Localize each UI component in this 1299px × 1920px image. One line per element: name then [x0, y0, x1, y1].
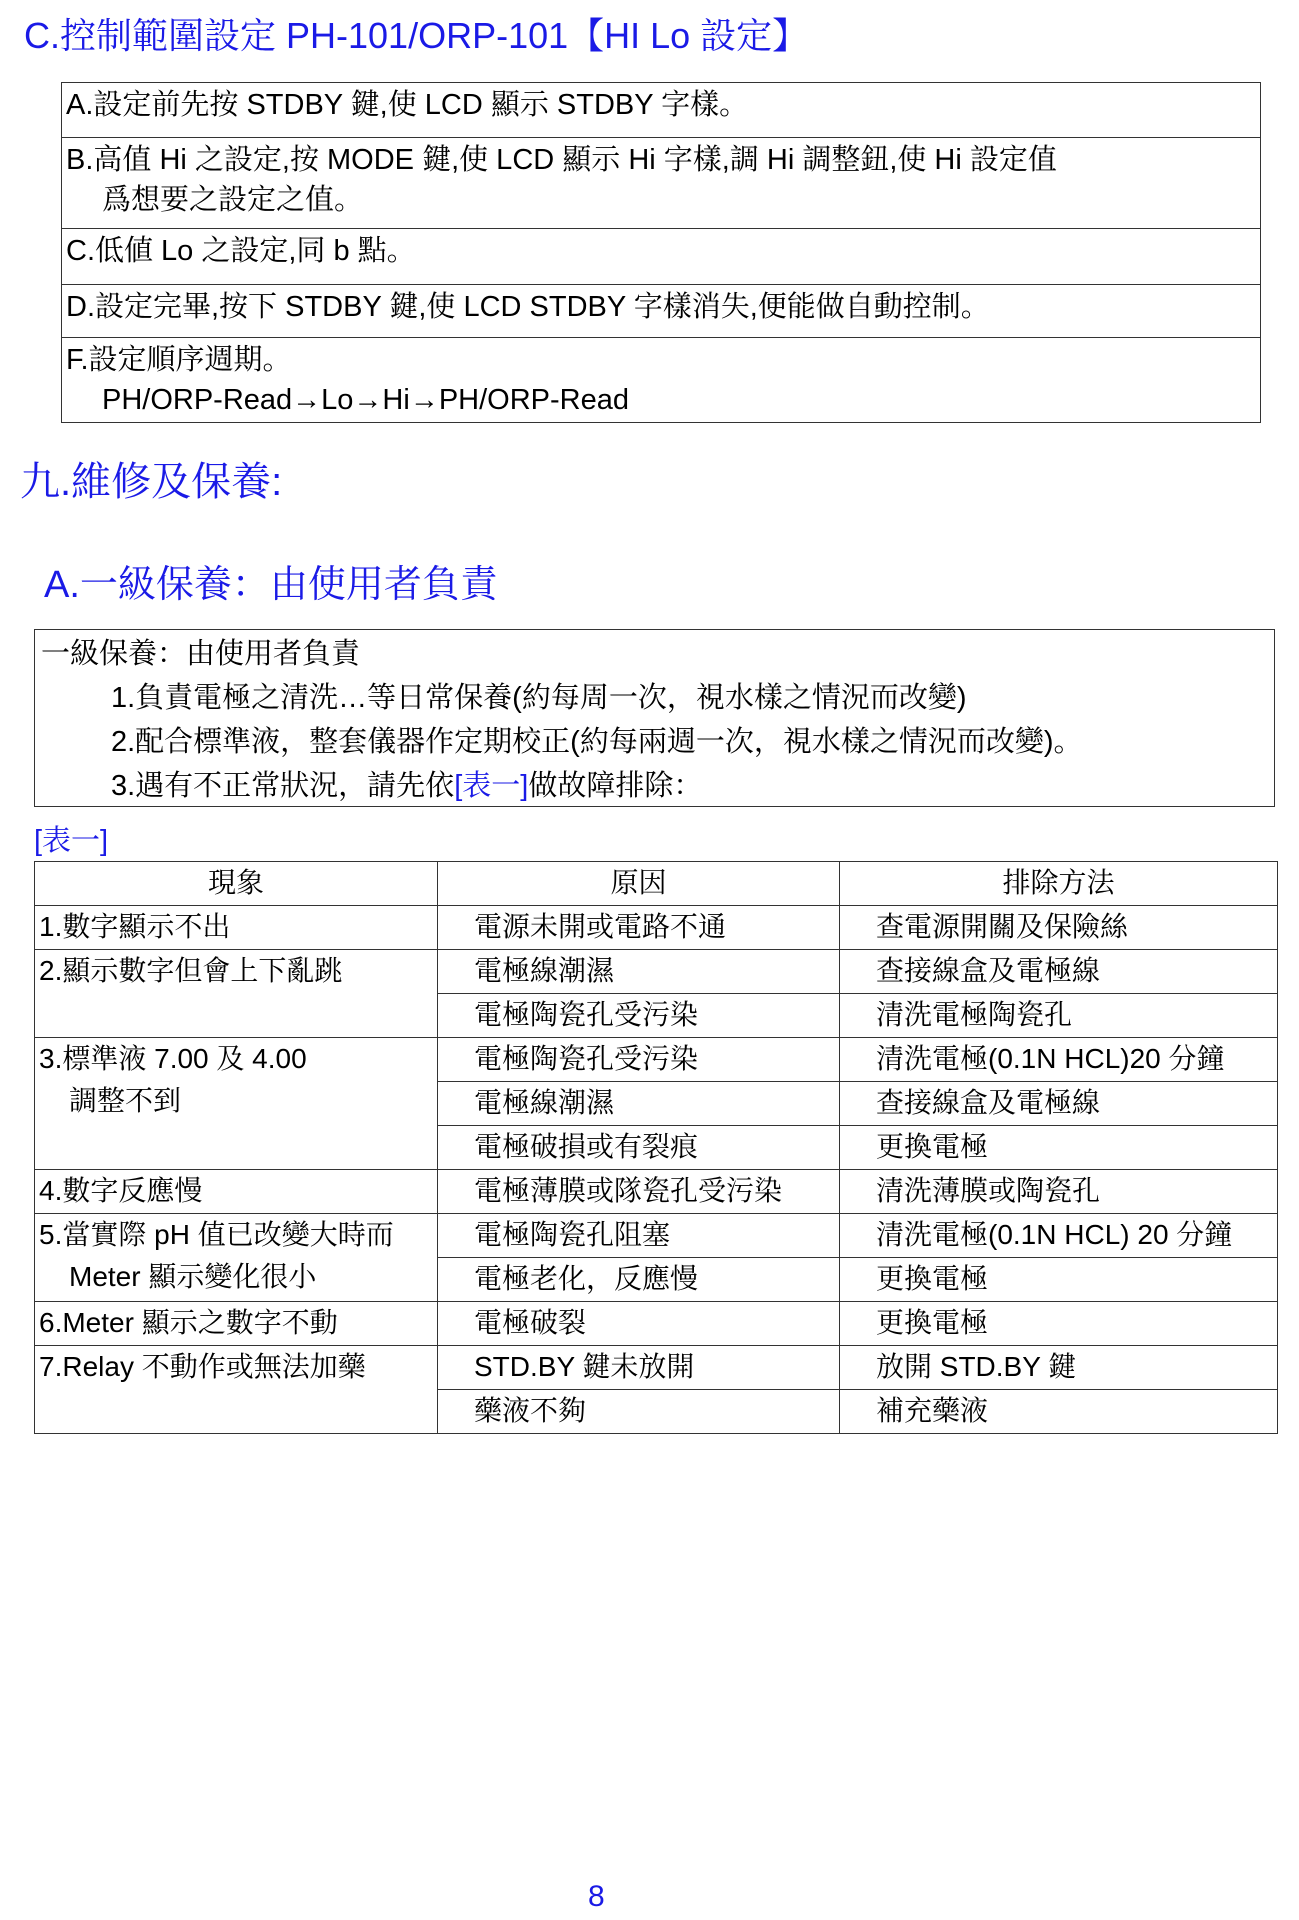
- symptom-cell: 7.Relay 不動作或無法加藥: [35, 1346, 438, 1434]
- fix-cell: 補充藥液: [840, 1390, 1278, 1434]
- maintenance-item-2: 2.配合標準液，整套儀器作定期校正(約每兩週一次，視水樣之情況而改變)。: [111, 726, 1083, 758]
- table-row: [35, 950, 1278, 994]
- cause-cell: 電極線潮濕: [438, 1082, 840, 1126]
- cause-cell: STD.BY 鍵未放開: [438, 1346, 840, 1390]
- fix-cell: 查電源開關及保險絲: [840, 906, 1278, 950]
- cause-cell: 電極陶瓷孔阻塞: [438, 1214, 840, 1258]
- symptom-line: 3.標準液 7.00 及 4.00: [39, 1043, 307, 1074]
- step-f-line2: PH/ORP-Read→Lo→Hi→PH/ORP-Read: [102, 384, 629, 416]
- maintenance-heading: 一級保養：由使用者負責: [41, 638, 361, 670]
- fix-cell: 放開 STD.BY 鍵: [840, 1346, 1278, 1390]
- fix-cell: 查接線盒及電極線: [840, 1082, 1278, 1126]
- step-b: [62, 138, 1261, 229]
- troubleshooting-table: [34, 861, 1278, 1434]
- table-row: [35, 1170, 1278, 1214]
- step-a: A.設定前先按 STDBY 鍵,使 LCD 顯示 STDBY 字樣。: [62, 83, 1261, 138]
- symptom-line: Meter 顯示變化很小: [69, 1261, 317, 1292]
- fix-cell: 更換電極: [840, 1258, 1278, 1302]
- maintenance-item-3: [41, 764, 1268, 808]
- table-row: [35, 1346, 1278, 1390]
- cause-cell: 電源未開或電路不通: [438, 906, 840, 950]
- header-symptom: 現象: [35, 862, 438, 906]
- table-row: [35, 1302, 1278, 1346]
- section-c-title: C.控制範圍設定 PH-101/ORP-101【HI Lo 設定】: [24, 15, 809, 56]
- item3-text-end: 做故障排除：: [528, 770, 703, 802]
- cause-cell: 電極破裂: [438, 1302, 840, 1346]
- step-d: D.設定完畢,按下 STDBY 鍵,使 LCD STDBY 字樣消失,便能做自動控制。: [62, 285, 1261, 338]
- symptom-cell: 6.Meter 顯示之數字不動: [35, 1302, 438, 1346]
- table-reference-link[interactable]: [表一]: [454, 770, 529, 802]
- cause-cell: 電極陶瓷孔受污染: [438, 994, 840, 1038]
- step-b-line2: 爲想要之設定之值。: [102, 184, 364, 216]
- table-label: [表一]: [34, 825, 109, 857]
- symptom-cell: [35, 1038, 438, 1170]
- table-header-row: [35, 862, 1278, 906]
- symptom-cell: 1.數字顯示不出: [35, 906, 438, 950]
- symptom-cell: [35, 1214, 438, 1302]
- item3-text: 3.遇有不正常狀況，請先依: [111, 770, 455, 802]
- table-row: [35, 1214, 1278, 1258]
- symptom-cell: 2.顯示數字但會上下亂跳: [35, 950, 438, 1038]
- step-b-line1: B.高值 Hi 之設定,按 MODE 鍵,使 LCD 顯示 Hi 字樣,調 Hi 調整鈕,使 Hi 設定值: [66, 144, 1057, 176]
- maintenance-box: [34, 629, 1275, 807]
- cause-cell: 電極陶瓷孔受污染: [438, 1038, 840, 1082]
- step-f: [62, 338, 1261, 423]
- table-row: [35, 906, 1278, 950]
- maintenance-item-1: 1.負責電極之清洗…等日常保養(約每周一次，視水樣之情況而改變): [111, 682, 967, 714]
- cause-cell: 電極線潮濕: [438, 950, 840, 994]
- step-f-line1: F.設定順序週期。: [66, 344, 292, 376]
- fix-cell: 清洗電極陶瓷孔: [840, 994, 1278, 1038]
- header-cause: 原因: [438, 862, 840, 906]
- fix-cell: 清洗薄膜或陶瓷孔: [840, 1170, 1278, 1214]
- fix-cell: 清洗電極(0.1N HCL) 20 分鐘: [840, 1214, 1278, 1258]
- cause-cell: 電極老化，反應慢: [438, 1258, 840, 1302]
- symptom-line: 調整不到: [69, 1085, 182, 1116]
- cause-cell: 電極薄膜或隊瓷孔受污染: [438, 1170, 840, 1214]
- step-c: C.低値 Lo 之設定,同 b 點。: [62, 229, 1261, 285]
- fix-cell: 查接線盒及電極線: [840, 950, 1278, 994]
- symptom-line: 5.當實際 pH 值已改變大時而: [39, 1219, 394, 1250]
- fix-cell: 更換電極: [840, 1302, 1278, 1346]
- table-row: [35, 1038, 1278, 1082]
- settings-steps-box: [61, 82, 1261, 423]
- subsection-a-title: A.一級保養：由使用者負責: [44, 564, 498, 606]
- section-9-title: 九.維修及保養:: [20, 460, 283, 504]
- fix-cell: 更換電極: [840, 1126, 1278, 1170]
- cause-cell: 電極破損或有裂痕: [438, 1126, 840, 1170]
- fix-cell: 清洗電極(0.1N HCL)20 分鐘: [840, 1038, 1278, 1082]
- header-fix: 排除方法: [840, 862, 1278, 906]
- cause-cell: 藥液不夠: [438, 1390, 840, 1434]
- page-number: 8: [588, 1880, 605, 1913]
- symptom-cell: 4.數字反應慢: [35, 1170, 438, 1214]
